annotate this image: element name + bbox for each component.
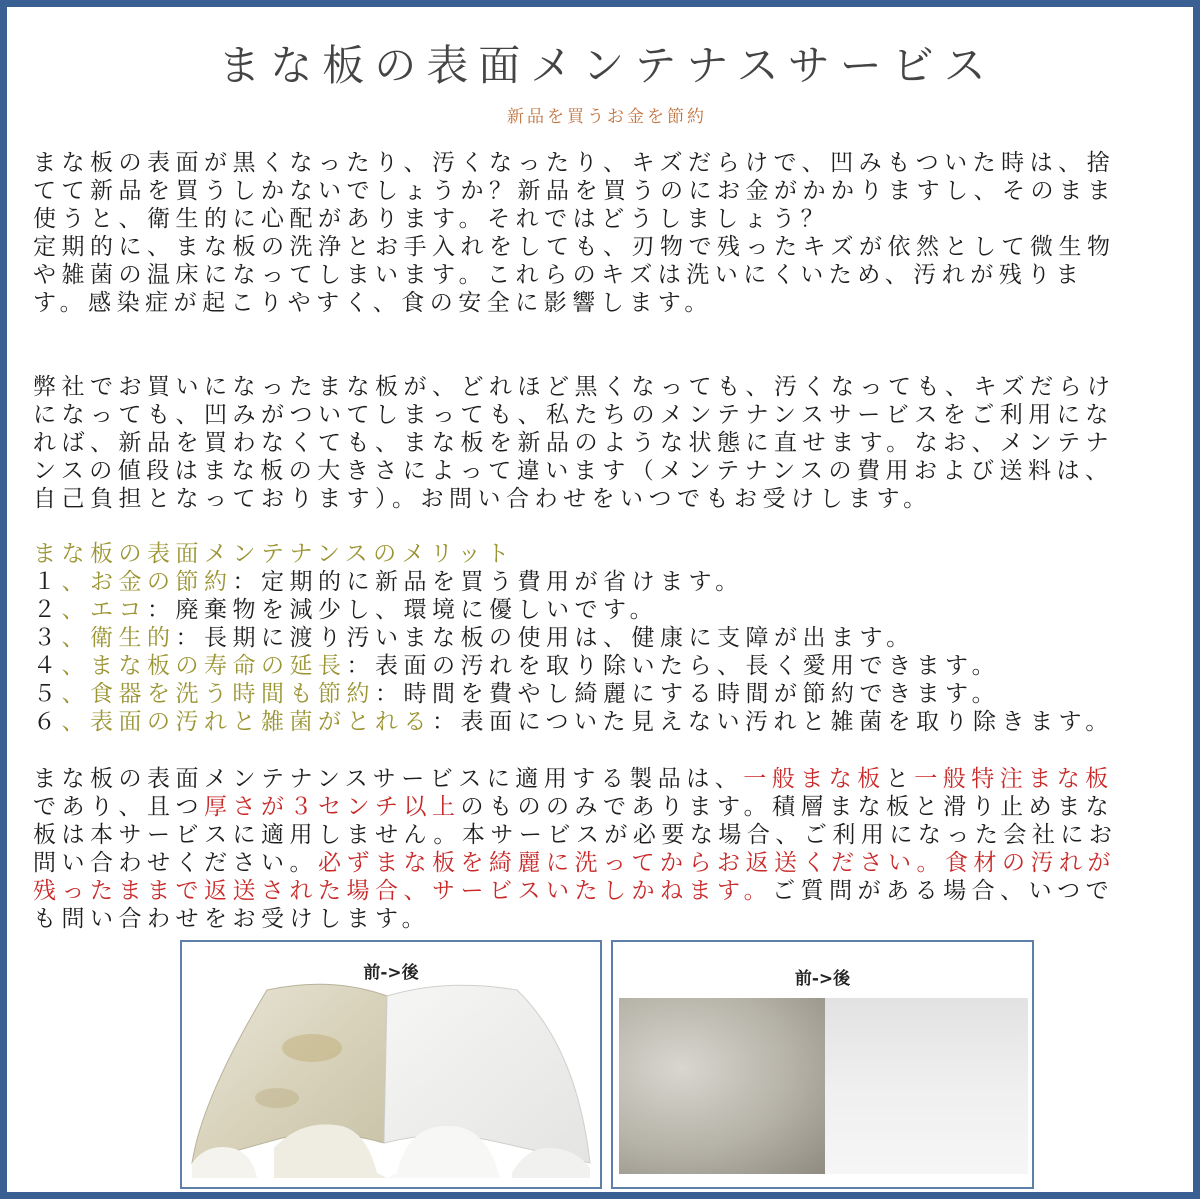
merit-desc: ：表面の汚れを取り除いたら、長く愛用できます。 bbox=[346, 653, 1001, 679]
text-line: てて新品を買うしかないでしょうか？新品を買うのにお金がかかりますし、そのまま bbox=[33, 178, 1116, 204]
text-line bbox=[33, 765, 1183, 793]
merit-separator: 、 bbox=[61, 681, 90, 707]
merit-key: エコ bbox=[90, 597, 147, 623]
text-line: 定期的に、まな板の洗浄とお手入れをしても、刃物で残ったキズが依然として微生物 bbox=[33, 234, 1116, 260]
text-line: 弊社でお買いになったまな板が、どれほど黒くなっても、汚くなっても、キズだらけ bbox=[33, 374, 1116, 400]
merits-list bbox=[33, 540, 1183, 736]
text-line: す。感染症が起こりやすく、食の安全に影響します。 bbox=[33, 290, 713, 316]
page-subtitle: 新品を買うお金を節約 bbox=[507, 107, 707, 127]
photo-label: 前->後 bbox=[363, 963, 419, 983]
merit-item bbox=[33, 596, 1183, 624]
merit-number: ２ bbox=[33, 597, 62, 623]
text-line: まな板の表面が黒くなったり、汚くなったり、キズだらけで、凹みもついた時は、捨 bbox=[33, 150, 1116, 176]
text-run: ご質問がある場合、いつで bbox=[772, 878, 1115, 904]
merit-desc: ：表面についた見えない汚れと雑菌を取り除きます。 bbox=[432, 709, 1114, 735]
merit-item bbox=[33, 680, 1183, 708]
text-line: れば、新品を買わなくても、まな板を新品のような状態に直せます。なお、メンテナ bbox=[33, 430, 1115, 456]
merit-number: ４ bbox=[33, 653, 62, 679]
text-line: や雑菌の温床になってしまいます。これらのキズは洗いにくいため、汚れが残りま bbox=[33, 262, 1085, 288]
merit-key: 衛生的 bbox=[90, 625, 176, 651]
merit-item bbox=[33, 568, 1183, 596]
text-run: と bbox=[885, 766, 915, 792]
merits-heading: まな板の表面メンテナンスのメリット bbox=[33, 541, 515, 567]
merit-separator: 、 bbox=[61, 569, 90, 595]
merit-number: ６ bbox=[33, 709, 62, 735]
conditions-paragraph bbox=[33, 765, 1183, 933]
text-line bbox=[33, 877, 1183, 905]
highlight-thickness: 厚さが３センチ以上 bbox=[204, 794, 461, 820]
text-run: のもののみであります。積層まな板と滑り止めまな bbox=[460, 794, 1115, 820]
board-surface-after-image bbox=[825, 998, 1028, 1174]
merit-key: 表面の汚れと雑菌がとれる bbox=[90, 709, 432, 735]
merit-desc: ：廃棄物を減少し、環境に優しいです。 bbox=[147, 597, 659, 623]
merit-item bbox=[33, 624, 1183, 652]
text-line: も問い合わせをお受けします。 bbox=[33, 906, 431, 932]
merit-separator: 、 bbox=[61, 597, 90, 623]
text-line: になっても、凹みがついてしまっても、私たちのメンテナンスサービスをご利用にな bbox=[33, 402, 1114, 428]
text-line: 自己負担となっております）。お問い合わせをいつでもお受けします。 bbox=[33, 486, 932, 512]
text-run: であり、且つ bbox=[33, 794, 204, 820]
merit-number: ５ bbox=[33, 681, 62, 707]
merit-key: まな板の寿命の延長 bbox=[90, 653, 347, 679]
photo-label: 前->後 bbox=[794, 969, 851, 989]
text-run: まな板の表面メンテナンスサービスに適用する製品は、 bbox=[33, 766, 744, 792]
merit-separator: 、 bbox=[61, 709, 90, 735]
text-run: 問い合わせください。 bbox=[33, 850, 318, 876]
merit-key: 食器を洗う時間も節約 bbox=[90, 681, 375, 707]
merit-number: １ bbox=[33, 569, 62, 595]
intro-paragraph bbox=[33, 149, 1183, 233]
merit-separator: 、 bbox=[61, 625, 90, 651]
before-after-photo-1 bbox=[180, 940, 602, 1189]
text-line bbox=[33, 793, 1183, 821]
warning-text: 残ったままで返送された場合、サービスいたしかねます。 bbox=[33, 878, 773, 904]
text-line: ンスの値段はまな板の大きさによって違います（メンテナンスの費用および送料は、 bbox=[33, 458, 1114, 484]
merit-desc: ：長期に渡り汚いまな板の使用は、健康に支障が出ます。 bbox=[175, 625, 915, 651]
service-paragraph bbox=[33, 373, 1183, 513]
board-surface-before-image bbox=[619, 998, 825, 1174]
text-line: 板は本サービスに適用しません。本サービスが必要な場合、ご利用になった会社にお bbox=[33, 822, 1118, 848]
highlight-general-board: 一般まな板 bbox=[743, 766, 886, 792]
merit-separator: 、 bbox=[61, 653, 90, 679]
text-line: 使うと、衛生的に心配があります。それではどうしましょう？ bbox=[33, 206, 830, 232]
problem-paragraph bbox=[33, 233, 1183, 317]
merit-desc: ：定期的に新品を買う費用が省けます。 bbox=[232, 569, 744, 595]
merit-item bbox=[33, 708, 1183, 736]
warning-text: 必ずまな板を綺麗に洗ってからお返送ください。食材の汚れが bbox=[318, 850, 1116, 876]
merit-desc: ：時間を費やし綺麗にする時間が節約できます。 bbox=[375, 681, 1001, 707]
merit-key: お金の節約 bbox=[90, 569, 233, 595]
merit-item bbox=[33, 652, 1183, 680]
merit-number: ３ bbox=[33, 625, 62, 651]
cutting-board-image bbox=[182, 978, 600, 1188]
text-line bbox=[33, 849, 1183, 877]
highlight-custom-board: 一般特注まな板 bbox=[914, 766, 1114, 792]
before-after-photo-2 bbox=[611, 940, 1034, 1189]
page-title: まな板の表面メンテナスサービス bbox=[218, 41, 996, 90]
